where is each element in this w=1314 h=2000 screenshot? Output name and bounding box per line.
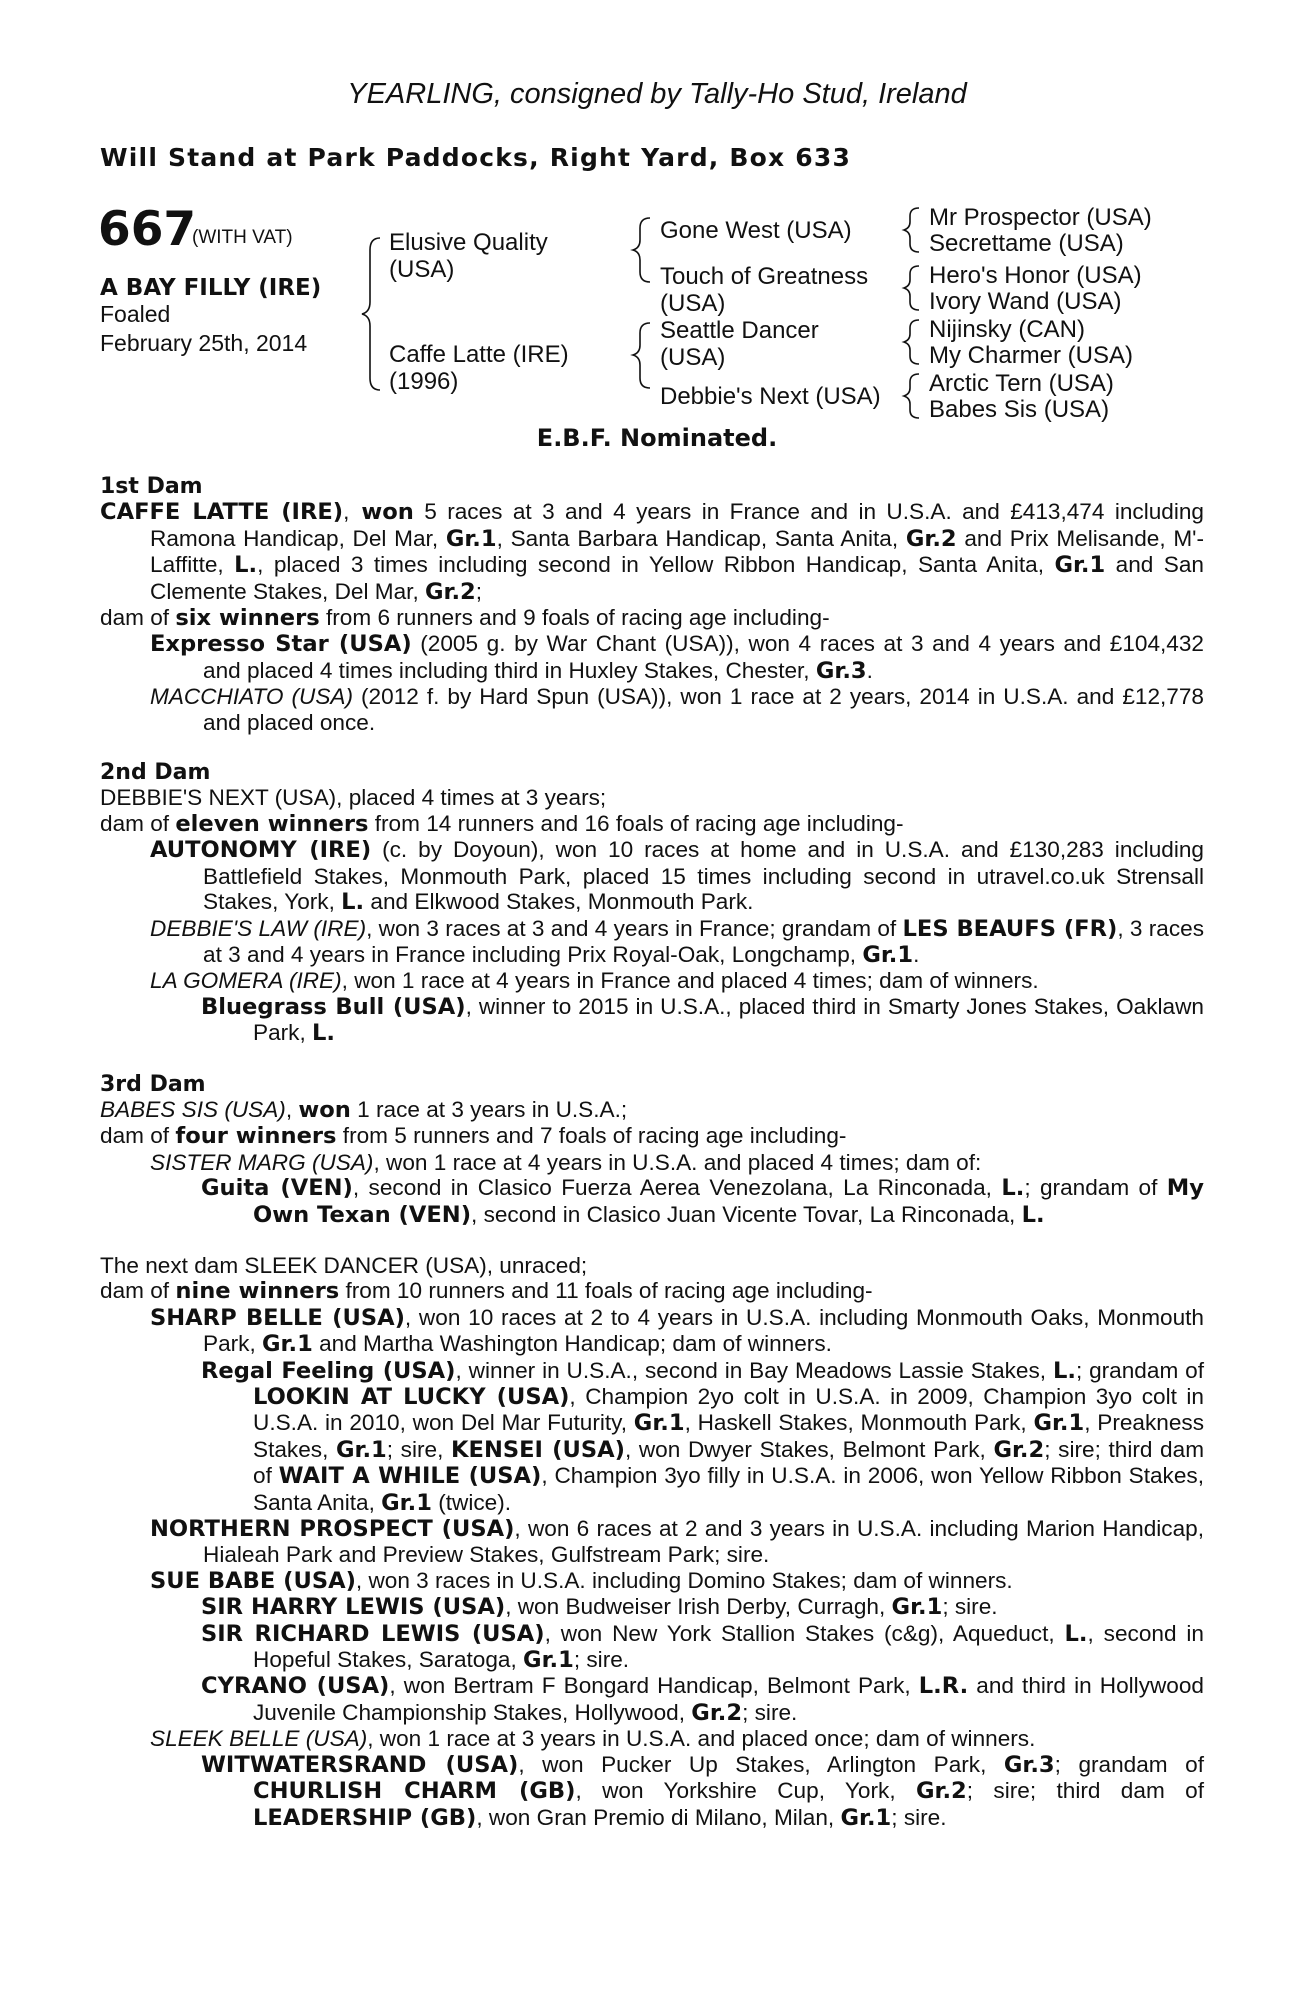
text-run: , won Dwyer Stakes, Belmont Park,	[624, 1436, 994, 1462]
bold-text: Gr.1	[862, 941, 914, 968]
text-run: ,	[343, 499, 350, 525]
text-run: , second in Clasico Fuerza Aerea Venezolana, La Rinconada,	[352, 1175, 1002, 1201]
bold-text: L.	[1064, 1620, 1088, 1647]
bold-text: SIR HARRY LEWIS (USA)	[201, 1594, 506, 1621]
text-run: , won 1 race at 3 years in U.S.A. and placed once; dam of winners.	[367, 1726, 1036, 1752]
bold-text: eleven winners	[175, 810, 369, 837]
text-run: , won 1 race at 4 years in France and placed 4 times; dam of winners.	[341, 968, 1039, 994]
dam-section	[100, 1253, 1204, 1831]
pedigree-sdd: Ivory Wand (USA)	[929, 288, 1122, 315]
page-title: YEARLING, consigned by Tally-Ho Stud, Ireland	[347, 78, 967, 110]
record-entry	[100, 605, 1204, 631]
ebf-nominated: E.B.F. Nominated.	[536, 424, 778, 452]
text-run: , won 6 races at 2 and 3 years in U.S.A. including Marion Handicap, Hialeah Park and Preview Stakes, Gulfstream Park; sire.	[203, 1516, 1204, 1568]
bold-text: Gr.2	[915, 1778, 967, 1805]
bold-text: Gr.1	[262, 1331, 313, 1358]
record-entry	[100, 1673, 1204, 1726]
record-entry	[100, 1150, 1204, 1175]
bold-text: SUE BABE (USA)	[150, 1567, 356, 1594]
bold-text: L.	[312, 1020, 335, 1047]
record-entry	[100, 1358, 1204, 1516]
text-run: , won Gran Premio di Milano, Milan,	[476, 1804, 841, 1830]
text-run: 5 races at 3 and 4 years in France and in U.S.A. and £413,474 including Ramona Handicap, Del Mar,	[150, 499, 1204, 551]
record-entry	[100, 1621, 1204, 1674]
section-spacer	[100, 735, 1204, 760]
text-run: , won 3 races at 3 and 4 years in France; grandam of	[366, 915, 903, 941]
bold-text: Gr.2	[425, 578, 476, 605]
text-run: ; sire.	[942, 1594, 998, 1620]
stand-location: Will Stand at Park Paddocks, Right Yard, Box 633	[100, 143, 852, 172]
text-run: (2005 g. by War Chant (USA)), won 4 races at 3 and 4 years and £104,432 and placed 4 times including third in Huxley Stakes, Chester,	[203, 631, 1204, 683]
pedigree-dss: Nijinsky (CAN)	[929, 316, 1085, 343]
text-run: dam of	[100, 810, 176, 836]
bold-text: six winners	[175, 605, 320, 632]
text-run: ; grandam of	[1075, 1357, 1204, 1383]
pedigree-dam: Caffe Latte (IRE) (1996)	[389, 341, 569, 395]
text-run: (twice).	[431, 1489, 511, 1515]
pedigree-sire-dam: Touch of Greatness (USA)	[660, 263, 869, 317]
record-entry	[100, 499, 1204, 605]
text-run: ; sire.	[742, 1699, 798, 1725]
italic-text: SLEEK BELLE (USA)	[150, 1726, 368, 1752]
text-run: and San Clemente Stakes, Del Mar,	[150, 552, 1204, 604]
bold-text: CYRANO (USA)	[201, 1673, 390, 1700]
text-run: , second in Hopeful Stakes, Saratoga,	[253, 1620, 1205, 1673]
bold-text: L.	[1001, 1175, 1025, 1202]
lot-number: 667	[98, 202, 197, 257]
record-entry	[100, 631, 1204, 684]
bold-text: four winners	[175, 1123, 337, 1150]
text-run: ,	[285, 1096, 299, 1122]
text-run: (2012 f. by Hard Spun (USA)), won 1 race at 2 years, 2014 in U.S.A. and £12,778 and placed once.	[203, 684, 1204, 735]
text-run: , second in Clasico Juan Vicente Tovar, La Rinconada,	[471, 1201, 1022, 1227]
text-run: ; grandam of	[1024, 1175, 1167, 1201]
bold-text: Gr.2	[905, 525, 957, 552]
bold-text: My Own Texan (VEN)	[253, 1175, 1204, 1228]
record-entry	[100, 1726, 1204, 1751]
bold-text: Guita (VEN)	[201, 1175, 353, 1202]
pedigree-dsd: My Charmer (USA)	[929, 342, 1134, 369]
text-run: , Preakness Stakes,	[253, 1410, 1204, 1462]
pedigree-ddd: Babes Sis (USA)	[929, 396, 1110, 423]
bold-text: Gr.2	[691, 1699, 743, 1726]
bold-text: L.	[234, 552, 258, 579]
record-entry	[100, 684, 1204, 735]
text-run: ; sire.	[573, 1647, 630, 1673]
vat-note: (WITH VAT)	[192, 227, 293, 248]
bold-text: CHURLISH CHARM (GB)	[253, 1778, 576, 1805]
bold-text: Gr.3	[1003, 1751, 1055, 1778]
record-entry	[100, 1253, 1204, 1278]
bold-text: Bluegrass Bull (USA)	[201, 993, 466, 1020]
text-run: , Champion 3yo filly in U.S.A. in 2006, won Yellow Ribbon Stakes, Santa Anita,	[253, 1463, 1204, 1515]
horse-name: A BAY FILLY (IRE)	[100, 275, 322, 301]
bold-text: WAIT A WHILE (USA)	[278, 1463, 542, 1490]
bold-text: L.	[1021, 1201, 1045, 1228]
text-run: , winner in U.S.A., second in Bay Meadows Lassie Stakes,	[455, 1357, 1053, 1383]
text-run: , Haskell Stakes, Monmouth Park,	[684, 1410, 1034, 1436]
bold-text: Gr.1	[1054, 552, 1106, 579]
text-run: .	[913, 941, 920, 967]
foaled-date: February 25th, 2014	[100, 330, 308, 356]
text-run: ; sire.	[891, 1804, 947, 1830]
dam-section	[100, 474, 1204, 735]
bold-text: Gr.1	[523, 1647, 574, 1674]
bold-text: Gr.2	[993, 1436, 1045, 1463]
text-run: , won 3 races in U.S.A. including Domino Stakes; dam of winners.	[355, 1567, 1013, 1593]
record-entry	[100, 1305, 1204, 1358]
bold-text: SIR RICHARD LEWIS (USA)	[201, 1620, 545, 1647]
record-entry	[100, 1175, 1204, 1228]
text-run: , won Bertram F Bongard Handicap, Belmont Park,	[389, 1673, 919, 1699]
italic-text: BABES SIS (USA)	[100, 1096, 286, 1122]
text-run: dam of	[100, 1123, 176, 1149]
text-run: from 6 runners and 9 foals of racing age including-	[319, 605, 830, 631]
dam-section	[100, 760, 1204, 1046]
section-heading: 1st Dam	[100, 474, 203, 499]
text-run: , won 1 race at 4 years in U.S.A. and placed 4 times; dam of:	[373, 1149, 982, 1175]
pedigree-dam-dam: Debbie's Next (USA)	[660, 383, 881, 410]
record-entry	[100, 837, 1204, 915]
bold-text: L.	[341, 889, 365, 916]
text-run: The next dam SLEEK DANCER (USA), unraced;	[100, 1252, 588, 1278]
bold-text: LEADERSHIP (GB)	[253, 1804, 477, 1831]
bold-text: Gr.1	[381, 1489, 432, 1516]
text-run: .	[866, 657, 873, 683]
bold-text: Gr.1	[840, 1804, 892, 1831]
text-run: (c. by Doyoun), won 10 races at home and in U.S.A. and £130,283 including Battlefield Stakes, Monmouth Park, placed 15 times including second in utravel.co.uk Strensall Stakes, York,	[203, 837, 1204, 915]
text-run: , won Yorkshire Cup, York,	[575, 1778, 916, 1804]
bold-text: AUTONOMY (IRE)	[150, 837, 372, 864]
bold-text: Regal Feeling (USA)	[201, 1357, 456, 1384]
text-run: , won Budweiser Irish Derby, Curragh,	[505, 1594, 892, 1620]
pedigree-sire-sire: Gone West (USA)	[660, 217, 852, 244]
record-entry	[100, 968, 1204, 993]
text-run: and Martha Washington Handicap; dam of winners.	[312, 1331, 832, 1357]
record-entry	[100, 1752, 1204, 1831]
pedigree-dam-sire: Seattle Dancer (USA)	[660, 317, 819, 371]
bold-text: Gr.1	[445, 525, 497, 552]
record-entry	[100, 994, 1204, 1047]
bold-text: Gr.1	[633, 1410, 685, 1437]
bold-text: Expresso Star (USA)	[150, 631, 412, 658]
section-spacer	[100, 1228, 1204, 1253]
bold-text: won	[298, 1096, 351, 1123]
text-run: , won New York Stallion Stakes (c&g), Aqueduct,	[544, 1620, 1065, 1646]
text-run: from 14 runners and 16 foals of racing age including-	[368, 810, 904, 836]
text-run: and Prix Melisande, M'-Laffitte,	[150, 525, 1204, 578]
pedigree-dds: Arctic Tern (USA)	[929, 370, 1114, 397]
pedigree-ssd: Secrettame (USA)	[929, 230, 1124, 257]
section-spacer	[100, 1047, 1204, 1072]
bold-text: CAFFE LATTE (IRE)	[100, 499, 344, 526]
foaled-label: Foaled	[100, 301, 171, 327]
text-run: from 5 runners and 7 foals of racing age including-	[336, 1123, 847, 1149]
italic-text: MACCHIATO (USA)	[150, 684, 354, 710]
text-run: DEBBIE'S NEXT (USA), placed 4 times at 3 years;	[100, 785, 607, 811]
bold-text: won	[349, 499, 414, 526]
record-entry	[100, 811, 1204, 837]
record-entry	[100, 1278, 1204, 1304]
record-entry	[100, 1594, 1204, 1620]
text-run: ; grandam of	[1054, 1751, 1204, 1777]
record-entry	[100, 1123, 1204, 1149]
text-run: , Santa Barbara Handicap, Santa Anita,	[496, 525, 906, 551]
text-run: dam of	[100, 605, 176, 631]
italic-text: SISTER MARG (USA)	[150, 1149, 374, 1175]
record-entry	[100, 1516, 1204, 1568]
section-heading: 3rd Dam	[100, 1071, 206, 1097]
bold-text: L.	[1052, 1357, 1076, 1384]
text-run: dam of	[100, 1278, 176, 1304]
bold-text: Gr.1	[891, 1594, 943, 1621]
italic-text: LA GOMERA (IRE)	[150, 968, 342, 994]
text-run: ; sire; third dam of	[966, 1778, 1204, 1804]
text-run: ; sire,	[386, 1436, 451, 1462]
text-run: from 10 runners and 11 foals of racing age including-	[339, 1278, 873, 1304]
text-run: and third in Hollywood Juvenile Championship Stakes, Hollywood,	[253, 1673, 1205, 1725]
text-run: 1 race at 3 years in U.S.A.;	[350, 1096, 628, 1122]
bold-text: Gr.3	[815, 657, 867, 684]
section-heading: 2nd Dam	[100, 760, 211, 786]
text-run: , 3 races at 3 and 4 years in France including Prix Royal-Oak, Longchamp,	[203, 915, 1204, 967]
bold-text: WITWATERSRAND (USA)	[201, 1751, 519, 1778]
text-run: ; sire; third dam of	[253, 1436, 1205, 1489]
bold-text: SHARP BELLE (USA)	[150, 1304, 405, 1331]
bold-text: KENSEI (USA)	[451, 1436, 625, 1463]
bold-text: LES BEAUFS (FR)	[902, 915, 1118, 942]
text-run: , won Pucker Up Stakes, Arlington Park,	[518, 1751, 1004, 1777]
text-run: , won 10 races at 2 to 4 years in U.S.A. including Monmouth Oaks, Monmouth Park,	[203, 1304, 1204, 1357]
text-run: , Champion 2yo colt in U.S.A. in 2009, Champion 3yo colt in U.S.A. in 2010, won Del Mar Futurity,	[253, 1384, 1204, 1436]
dam-section	[100, 1072, 1204, 1228]
record-entry	[100, 916, 1204, 969]
bold-text: nine winners	[175, 1278, 340, 1305]
bold-text: LOOKIN AT LUCKY (USA)	[253, 1384, 570, 1410]
pedigree-sds: Hero's Honor (USA)	[929, 262, 1142, 289]
bold-text: Gr.1	[335, 1436, 387, 1463]
text-run: , placed 3 times including second in Yellow Ribbon Handicap, Santa Anita,	[257, 552, 1055, 578]
produce-record	[100, 474, 1204, 1831]
pedigree-sire: Elusive Quality (USA)	[389, 229, 548, 283]
bold-text: Gr.1	[1033, 1410, 1085, 1437]
record-entry	[100, 1097, 1204, 1123]
text-run: ;	[475, 578, 483, 604]
pedigree-sss: Mr Prospector (USA)	[929, 204, 1152, 231]
record-entry	[100, 785, 1204, 810]
record-entry	[100, 1568, 1204, 1594]
text-run: and Elkwood Stakes, Monmouth Park.	[364, 889, 754, 915]
italic-text: DEBBIE'S LAW (IRE)	[150, 915, 367, 941]
bold-text: NORTHERN PROSPECT (USA)	[150, 1516, 515, 1543]
bold-text: L.R.	[918, 1673, 969, 1700]
text-run: , winner to 2015 in U.S.A., placed third in Smarty Jones Stakes, Oaklawn Park,	[253, 993, 1204, 1046]
